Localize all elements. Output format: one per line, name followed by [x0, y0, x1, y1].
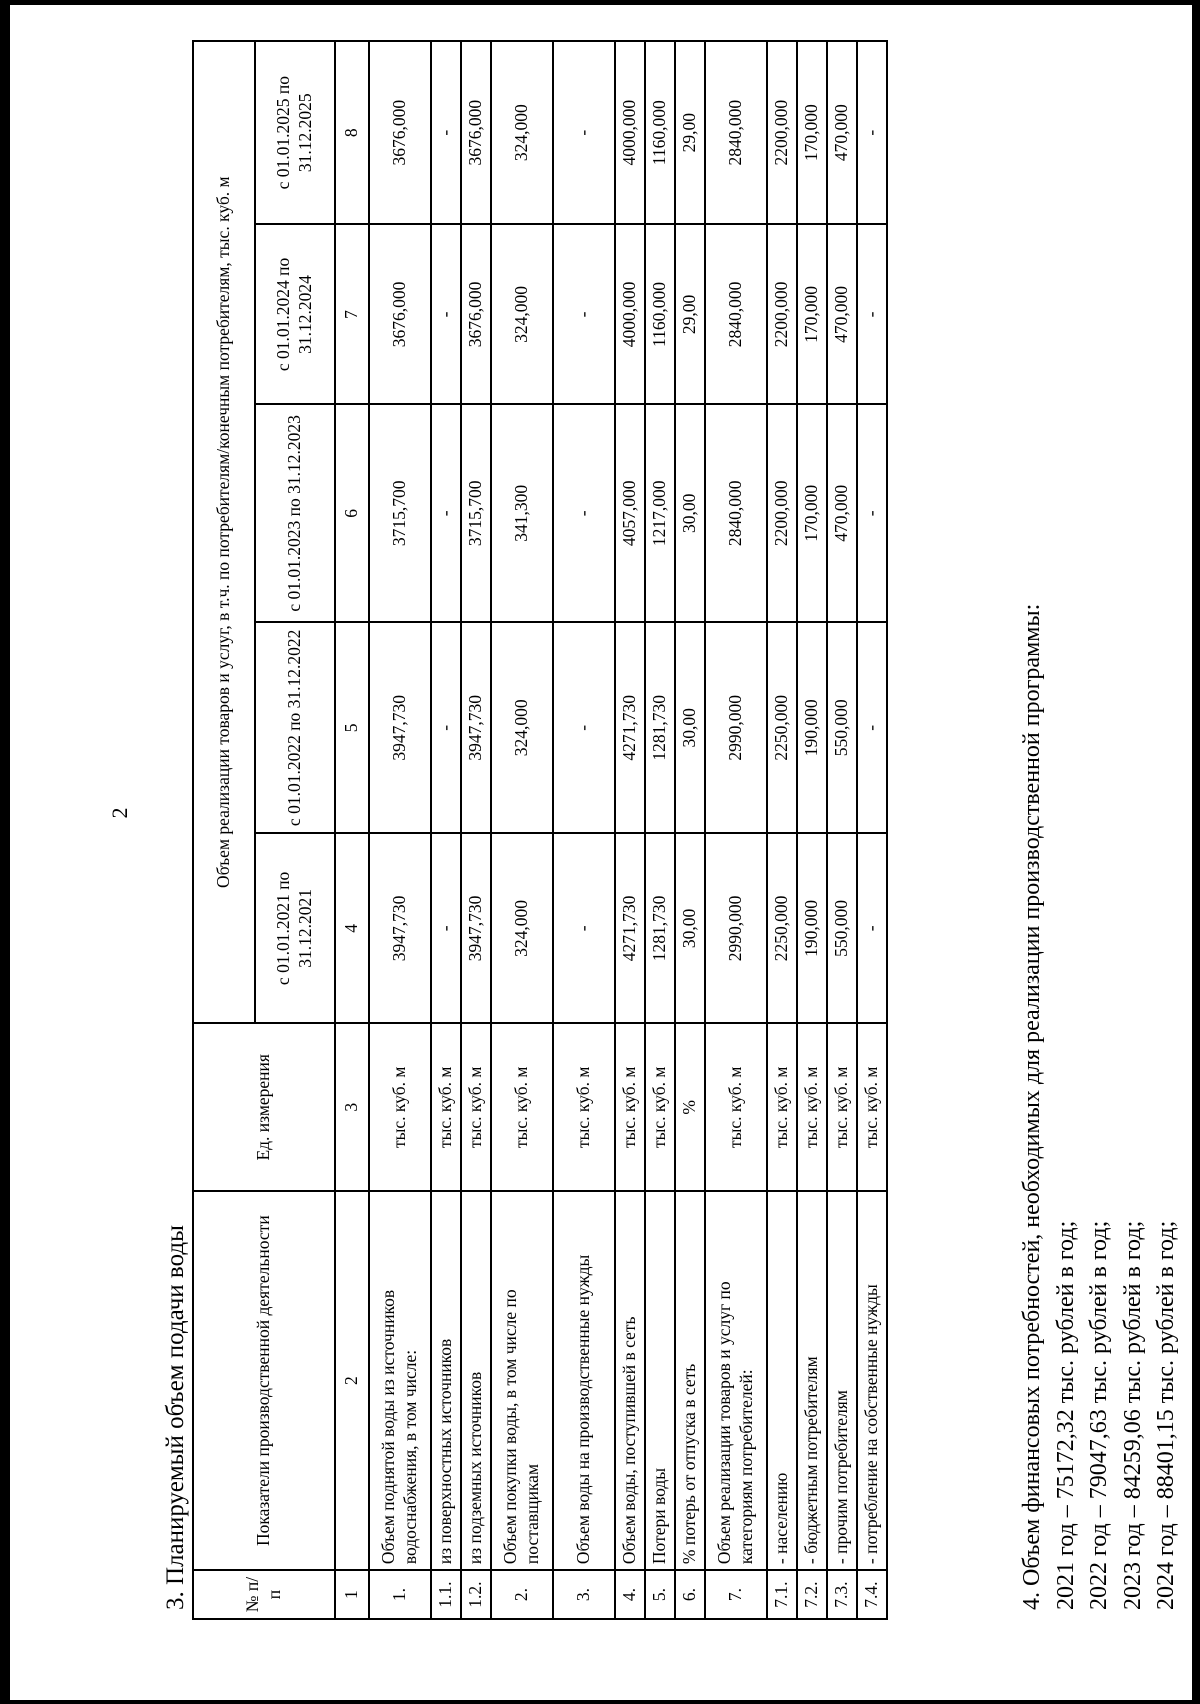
- row-value: 1281,730: [645, 622, 675, 833]
- row-value: -: [431, 224, 461, 404]
- section-3-title: 3. Планируемый объем подачи воды: [162, 1225, 189, 1610]
- row-value: 2990,000: [705, 622, 767, 833]
- fin-line-2024: 2024 год – 88401,15 тыс. рублей в год;: [1153, 1220, 1179, 1610]
- table-row: [827, 41, 857, 1619]
- table-row: [431, 41, 461, 1619]
- table-row: [797, 41, 827, 1619]
- header-volume-group: Объем реализации товаров и услуг, в т.ч. по потребителям/конечным потребителям, тыс. куб. м: [193, 41, 255, 1023]
- row-value: 2990,000: [705, 833, 767, 1023]
- row-value: 3676,000: [369, 41, 431, 224]
- row-unit: тыс. куб. м: [461, 1023, 491, 1191]
- header-column-number: 5: [335, 622, 369, 833]
- row-unit: тыс. куб. м: [705, 1023, 767, 1191]
- header-column-number: 6: [335, 404, 369, 622]
- row-number: 6.: [675, 1570, 705, 1619]
- row-number: 4.: [615, 1570, 645, 1619]
- row-indicator: - прочим потребителям: [827, 1191, 857, 1570]
- row-value: -: [553, 833, 615, 1023]
- section-4: [1016, 604, 1184, 1610]
- row-value: -: [431, 41, 461, 224]
- row-indicator: Объем реализации товаров и услуг по категориям потребителей:: [705, 1191, 767, 1570]
- row-value: 324,000: [491, 833, 553, 1023]
- row-number: 3.: [553, 1570, 615, 1619]
- row-indicator: Объем воды на производственные нужды: [553, 1191, 615, 1570]
- table-row: [857, 41, 887, 1619]
- row-value: 324,000: [491, 41, 553, 224]
- header-num: № п/п: [193, 1570, 335, 1619]
- header-period: с 01.01.2025 по 31.12.2025: [255, 41, 335, 224]
- row-unit: тыс. куб. м: [615, 1023, 645, 1191]
- water-supply-table: [192, 40, 888, 1620]
- row-value: -: [553, 622, 615, 833]
- row-unit: тыс. куб. м: [857, 1023, 887, 1191]
- row-number: 7.4.: [857, 1570, 887, 1619]
- row-value: 1281,730: [645, 833, 675, 1023]
- row-value: 4000,000: [615, 41, 645, 224]
- section-4-title: 4. Объем финансовых потребностей, необходимых для реализации производственной программы:: [1019, 603, 1045, 1610]
- row-value: 2200,000: [767, 224, 797, 404]
- row-unit: тыс. куб. м: [797, 1023, 827, 1191]
- row-value: -: [431, 622, 461, 833]
- row-number: 7.: [705, 1570, 767, 1619]
- table-row: [553, 41, 615, 1619]
- table-row: [675, 41, 705, 1619]
- header-column-numbers-row: [335, 41, 369, 1619]
- header-column-number: 3: [335, 1023, 369, 1191]
- row-value: 4271,730: [615, 833, 645, 1023]
- row-indicator: Объем покупки воды, в том числе по поставщикам: [491, 1191, 553, 1570]
- row-value: 2200,000: [767, 41, 797, 224]
- row-value: 324,000: [491, 224, 553, 404]
- header-column-number: 1: [335, 1570, 369, 1619]
- table-body: [369, 41, 887, 1619]
- row-unit: тыс. куб. м: [491, 1023, 553, 1191]
- header-period: с 01.01.2023 по 31.12.2023: [255, 404, 335, 622]
- row-value: -: [553, 224, 615, 404]
- rotated-page-content: [150, 40, 1190, 1620]
- row-value: 550,000: [827, 622, 857, 833]
- row-value: 2840,000: [705, 41, 767, 224]
- row-unit: тыс. куб. м: [369, 1023, 431, 1191]
- header-unit: Ед. измерения: [193, 1023, 335, 1191]
- row-value: 2840,000: [705, 404, 767, 622]
- row-indicator: - бюджетным потребителям: [797, 1191, 827, 1570]
- row-value: 170,000: [797, 404, 827, 622]
- row-value: 4271,730: [615, 622, 645, 833]
- row-value: -: [553, 41, 615, 224]
- row-value: 3947,730: [369, 833, 431, 1023]
- fin-line-2022: 2022 год – 79047,63 тыс. рублей в год;: [1086, 1220, 1112, 1610]
- header-period: с 01.01.2022 по 31.12.2022: [255, 622, 335, 833]
- row-value: -: [553, 404, 615, 622]
- row-value: -: [431, 404, 461, 622]
- row-indicator: Потери воды: [645, 1191, 675, 1570]
- row-value: 341,300: [491, 404, 553, 622]
- row-value: 4057,000: [615, 404, 645, 622]
- row-value: -: [857, 833, 887, 1023]
- row-indicator: % потерь от отпуска в сеть: [675, 1191, 705, 1570]
- fin-line-2023: 2023 год – 84259,06 тыс. рублей в год;: [1119, 1220, 1146, 1610]
- row-value: 29,00: [675, 41, 705, 224]
- header-column-number: 7: [335, 224, 369, 404]
- row-value: -: [431, 833, 461, 1023]
- table-row: [767, 41, 797, 1619]
- row-value: 470,000: [827, 404, 857, 622]
- row-value: 30,00: [675, 404, 705, 622]
- row-value: 170,000: [797, 224, 827, 404]
- page-number: 2: [107, 807, 132, 819]
- row-value: 1160,000: [645, 41, 675, 224]
- row-value: 30,00: [675, 622, 705, 833]
- header-period: с 01.01.2024 по 31.12.2024: [255, 224, 335, 404]
- row-value: -: [857, 404, 887, 622]
- row-indicator: - населению: [767, 1191, 797, 1570]
- table-row: [705, 41, 767, 1619]
- row-value: 2200,000: [767, 404, 797, 622]
- table-row: [491, 41, 553, 1619]
- row-value: 470,000: [827, 41, 857, 224]
- header-period: с 01.01.2021 по 31.12.2021: [255, 833, 335, 1023]
- row-indicator: - потребление на собственные нужды: [857, 1191, 887, 1570]
- header-column-number: 2: [335, 1191, 369, 1570]
- fin-line-2021: 2021 год – 75172,32 тыс. рублей в год;: [1052, 1220, 1079, 1610]
- row-number: 7.2.: [797, 1570, 827, 1619]
- row-value: -: [857, 622, 887, 833]
- header-column-number: 4: [335, 833, 369, 1023]
- row-unit: тыс. куб. м: [827, 1023, 857, 1191]
- row-unit: %: [675, 1023, 705, 1191]
- table-row: [461, 41, 491, 1619]
- row-value: 29,00: [675, 224, 705, 404]
- row-indicator: Объем воды, поступившей в сеть: [615, 1191, 645, 1570]
- table-row: [615, 41, 645, 1619]
- table-row: [369, 41, 431, 1619]
- table-row: [645, 41, 675, 1619]
- header-indicator: Показатели производственной деятельности: [193, 1191, 335, 1570]
- row-indicator: из подземных источников: [461, 1191, 491, 1570]
- row-value: 3947,730: [369, 622, 431, 833]
- row-value: 30,00: [675, 833, 705, 1023]
- row-value: 3676,000: [369, 224, 431, 404]
- row-indicator: из поверхностных источников: [431, 1191, 461, 1570]
- header-column-number: 8: [335, 41, 369, 224]
- row-unit: тыс. куб. м: [645, 1023, 675, 1191]
- row-value: 324,000: [491, 622, 553, 833]
- row-value: 550,000: [827, 833, 857, 1023]
- row-value: 4000,000: [615, 224, 645, 404]
- row-unit: тыс. куб. м: [767, 1023, 797, 1191]
- row-value: 3947,730: [461, 622, 491, 833]
- row-value: 3715,700: [369, 404, 431, 622]
- row-value: 2250,000: [767, 833, 797, 1023]
- row-value: 3676,000: [461, 224, 491, 404]
- row-value: 470,000: [827, 224, 857, 404]
- row-value: 3947,730: [461, 833, 491, 1023]
- row-number: 7.1.: [767, 1570, 797, 1619]
- row-value: 3715,700: [461, 404, 491, 622]
- row-number: 7.3.: [827, 1570, 857, 1619]
- row-number: 1.: [369, 1570, 431, 1619]
- row-value: -: [857, 224, 887, 404]
- row-value: 1217,000: [645, 404, 675, 622]
- row-value: 170,000: [797, 41, 827, 224]
- row-value: 2250,000: [767, 622, 797, 833]
- row-number: 1.1.: [431, 1570, 461, 1619]
- row-number: 1.2.: [461, 1570, 491, 1619]
- row-unit: тыс. куб. м: [553, 1023, 615, 1191]
- row-value: 1160,000: [645, 224, 675, 404]
- row-value: 2840,000: [705, 224, 767, 404]
- row-number: 2.: [491, 1570, 553, 1619]
- row-value: 190,000: [797, 833, 827, 1023]
- row-unit: тыс. куб. м: [431, 1023, 461, 1191]
- row-value: 190,000: [797, 622, 827, 833]
- row-number: 5.: [645, 1570, 675, 1619]
- row-value: -: [857, 41, 887, 224]
- row-value: 3676,000: [461, 41, 491, 224]
- row-indicator: Объем поднятой воды из источников водоснабжения, в том числе:: [369, 1191, 431, 1570]
